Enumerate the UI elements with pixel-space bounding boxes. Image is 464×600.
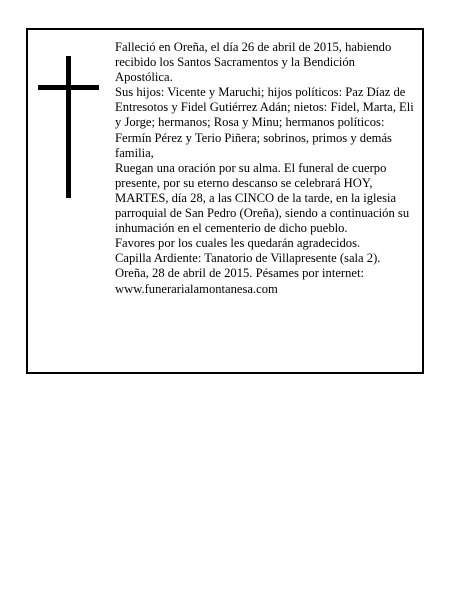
notice-text bbox=[115, 40, 415, 297]
notice-paragraph-thanks: Favores por los cuales les quedarán agradecidos. bbox=[115, 236, 361, 251]
notice-paragraph-death: Falleció en Oreña, el día 26 de abril de 2015, habiendo recibido los Santos Sacramentos y la Bendición Apostólica. bbox=[115, 40, 392, 85]
cross-vertical-bar bbox=[66, 56, 71, 198]
obituary-notice bbox=[26, 28, 424, 374]
cross-horizontal-bar bbox=[38, 85, 99, 90]
notice-paragraph-date-web: Oreña, 28 de abril de 2015. Pésames por internet: www.funerarialamontanesa.com bbox=[115, 266, 365, 296]
notice-paragraph-family: Sus hijos: Vicente y Maruchi; hijos políticos: Paz Díaz de Entresotos y Fidel Gutiérrez Adán; nietos: Fidel, Marta, Eli y Jorge; hermanos; Rosa y Minu; hermanos políticos: Fermín Pérez y Terio Piñera; sobrinos, primos y demás familia, bbox=[115, 85, 414, 160]
notice-paragraph-funeral: Ruegan una oración por su alma. El funeral de cuerpo presente, por su eterno descanso se celebrará HOY, MARTES, día 28, a las CINCO de la tarde, en la iglesia parroquial de San Pedro (Oreña), siendo a continuación su inhumación en el cementerio de dicho pueblo. bbox=[115, 160, 410, 236]
notice-paragraph-chapel: Capilla Ardiente: Tanatorio de Villapresente (sala 2). bbox=[115, 251, 381, 266]
